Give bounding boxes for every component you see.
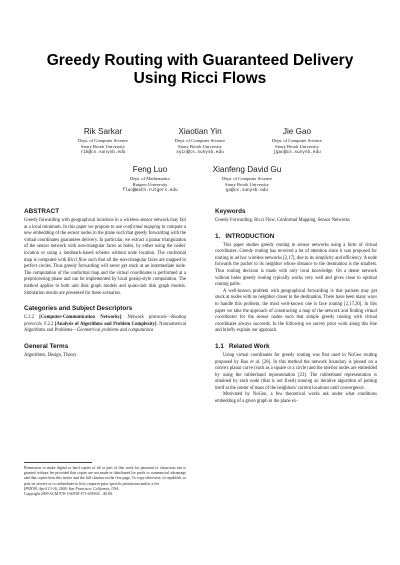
author-dept: Dept. of Mathematics — [130, 175, 170, 181]
author-name: Jie Gao — [282, 127, 312, 136]
author-name: Xianfeng David Gu — [212, 165, 282, 174]
intro-paragraph-2: A well-known problem with geographical forwarding is that packets may get stuck at nodes with no neighbor closer to the destination. There have been many ways to handle this problem, the most well-known one is face routing [2,17,20]. In this paper we take the approach of constructing a map of the network and finding virtual coordinates for the sensor nodes such that simple greedy routing with virtual coordinates always succeeds. In the following we survey prior work along this line and briefly explain our approach. — [215, 288, 377, 334]
conference-line: IPSN'09, April 13-16, 2009, San Francisco, California, USA. — [24, 486, 120, 491]
section-title: Related Work — [228, 342, 270, 350]
related-paragraph-1: Using virtual coordinates for greedy routing was first used in NoGeo routing proposed by Rao et al. [28]. In this method the network boundary is pinned on a convex planar curve (such as a square or a circle) and the interior nodes are embedded by using the rubberband representation [23]. The rubberband representation is obtained by each node (that is not fixed) running an iterative algorithm of putting itself at the center of mass of the neighbors' current locations until convergence. — [215, 352, 377, 391]
footnote-divider — [24, 462, 92, 463]
author-email: gu@cs.sunysb.edu — [225, 187, 269, 193]
paper-title — [20, 52, 380, 88]
author-institution: Stony Brook University — [178, 143, 222, 149]
categories-text: C.2.2 [Computer-Communication Networks]: Network protocols—Routing protocols, F.2.2 [Analysis of Algorithms and Problem Complexity]: Nonnumerical Algorithms and Problems—Geometrical problems and computations — [24, 315, 187, 334]
related-paragraph-2: Motivated by NoGeo, a few theoretical works ask under what conditions embedding of a given graph in the plane ex- — [215, 392, 377, 405]
introduction-heading — [215, 232, 377, 241]
abstract-heading: ABSTRACT — [24, 208, 60, 215]
title-line-2: Using Ricci Flows — [133, 70, 267, 87]
author-name: Xiaotian Yin — [178, 127, 222, 136]
author-institution: Stony Brook University — [81, 143, 125, 149]
right-column — [215, 207, 377, 406]
general-terms-heading: General Terms — [24, 342, 69, 350]
general-terms-text: Algorithms, Design, Theory — [24, 352, 77, 358]
author-email: jgao@cs.sunysb.edu — [273, 149, 321, 155]
section-number: 1.1 — [215, 342, 224, 350]
left-column — [24, 207, 186, 360]
author-dept: Dept. of Computer Science — [271, 137, 322, 143]
section-title: INTRODUCTION — [225, 232, 275, 240]
author-institution: Stony Brook University — [275, 143, 319, 149]
author-institution: Stony Brook University — [225, 181, 269, 187]
copyright-line: Copyright 2009 ACM 978-1-60558-371-6/09/04 ...$5.00. — [24, 492, 114, 497]
author-dept: Dept. of Computer Science — [221, 175, 272, 181]
intro-paragraph-1: This paper studies greedy routing in sensor networks using a form of virtual coordinates. Greedy routing has received a lot of attention since it was proposed for routing in ad hoc wireless networks [2,17], due to its simplicity and efficiency. A node forwards the packet to its neighbor whose distance to the destination is the smallest. Thus routing decision is made with only local knowledge. On a dense network without holes greedy routing typically works very well and gives close to optimal routing paths. — [215, 242, 377, 288]
keywords-heading: Keywords — [215, 208, 246, 215]
keywords-text: Greedy Forwarding, Ricci Flow, Conformal Mapping, Sensor Networks — [215, 218, 350, 223]
author-card — [179, 164, 315, 194]
copyright-footnote — [24, 466, 186, 497]
related-work-heading — [215, 342, 377, 351]
abstract-text: Greedy forwarding with geographical locations in a wireless sensor network may fail at a local minimum. In this paper we propose to use conformal mapping to compute a new embedding of the sensor nodes in the plane such that greedy forwarding with the virtual coordinates guarantees delivery. In particular, we extract a planar triangulation of the sensor network with non-triangular faces as holes, by either using the nodes' location or using a landmark-based scheme without node location. The conformal map is computed with Ricci flow such that all the non-triangular faces are mapped to perfect circles. Thus greedy forwarding will never get stuck at an intermediate node. The computation of the conformal map and the virtual coordinates is performed at a preprocessing phase and can be implemented by local gossip-style computation. The method applies to both unit disk graph models and quasi-unit disk graph models. Simulation results are presented for these scenarios. — [24, 218, 186, 296]
categories-heading: Categories and Subject Descriptors — [24, 305, 133, 313]
author-email: fluo@math.rutgers.edu — [122, 187, 178, 193]
author-name: Rik Sarkar — [83, 127, 123, 136]
author-name: Feng Luo — [132, 165, 168, 174]
author-dept: Dept. of Computer Science — [174, 137, 225, 143]
author-dept: Dept. of Computer Science — [77, 137, 128, 143]
section-number: 1. — [215, 232, 221, 240]
author-email: rik@cs.sunysb.edu — [80, 149, 126, 155]
author-email: xyin@cs.sunysb.edu — [176, 149, 224, 155]
author-institution: Rutgers University — [132, 181, 168, 187]
author-card — [229, 126, 365, 156]
title-line-1: Greedy Routing with Guaranteed Delivery — [46, 52, 354, 69]
permission-notice: Permission to make digital or hard copies of all or part of this work for personal or classroom use is granted without fee provided that copies are not made or distributed for profit or commercial advantage and that copies bear this notice and the full citation on the first page. To copy otherwise, to republish, to post on servers or to redistribute to lists, requires prior specific permission and/or a fee. — [24, 466, 186, 486]
